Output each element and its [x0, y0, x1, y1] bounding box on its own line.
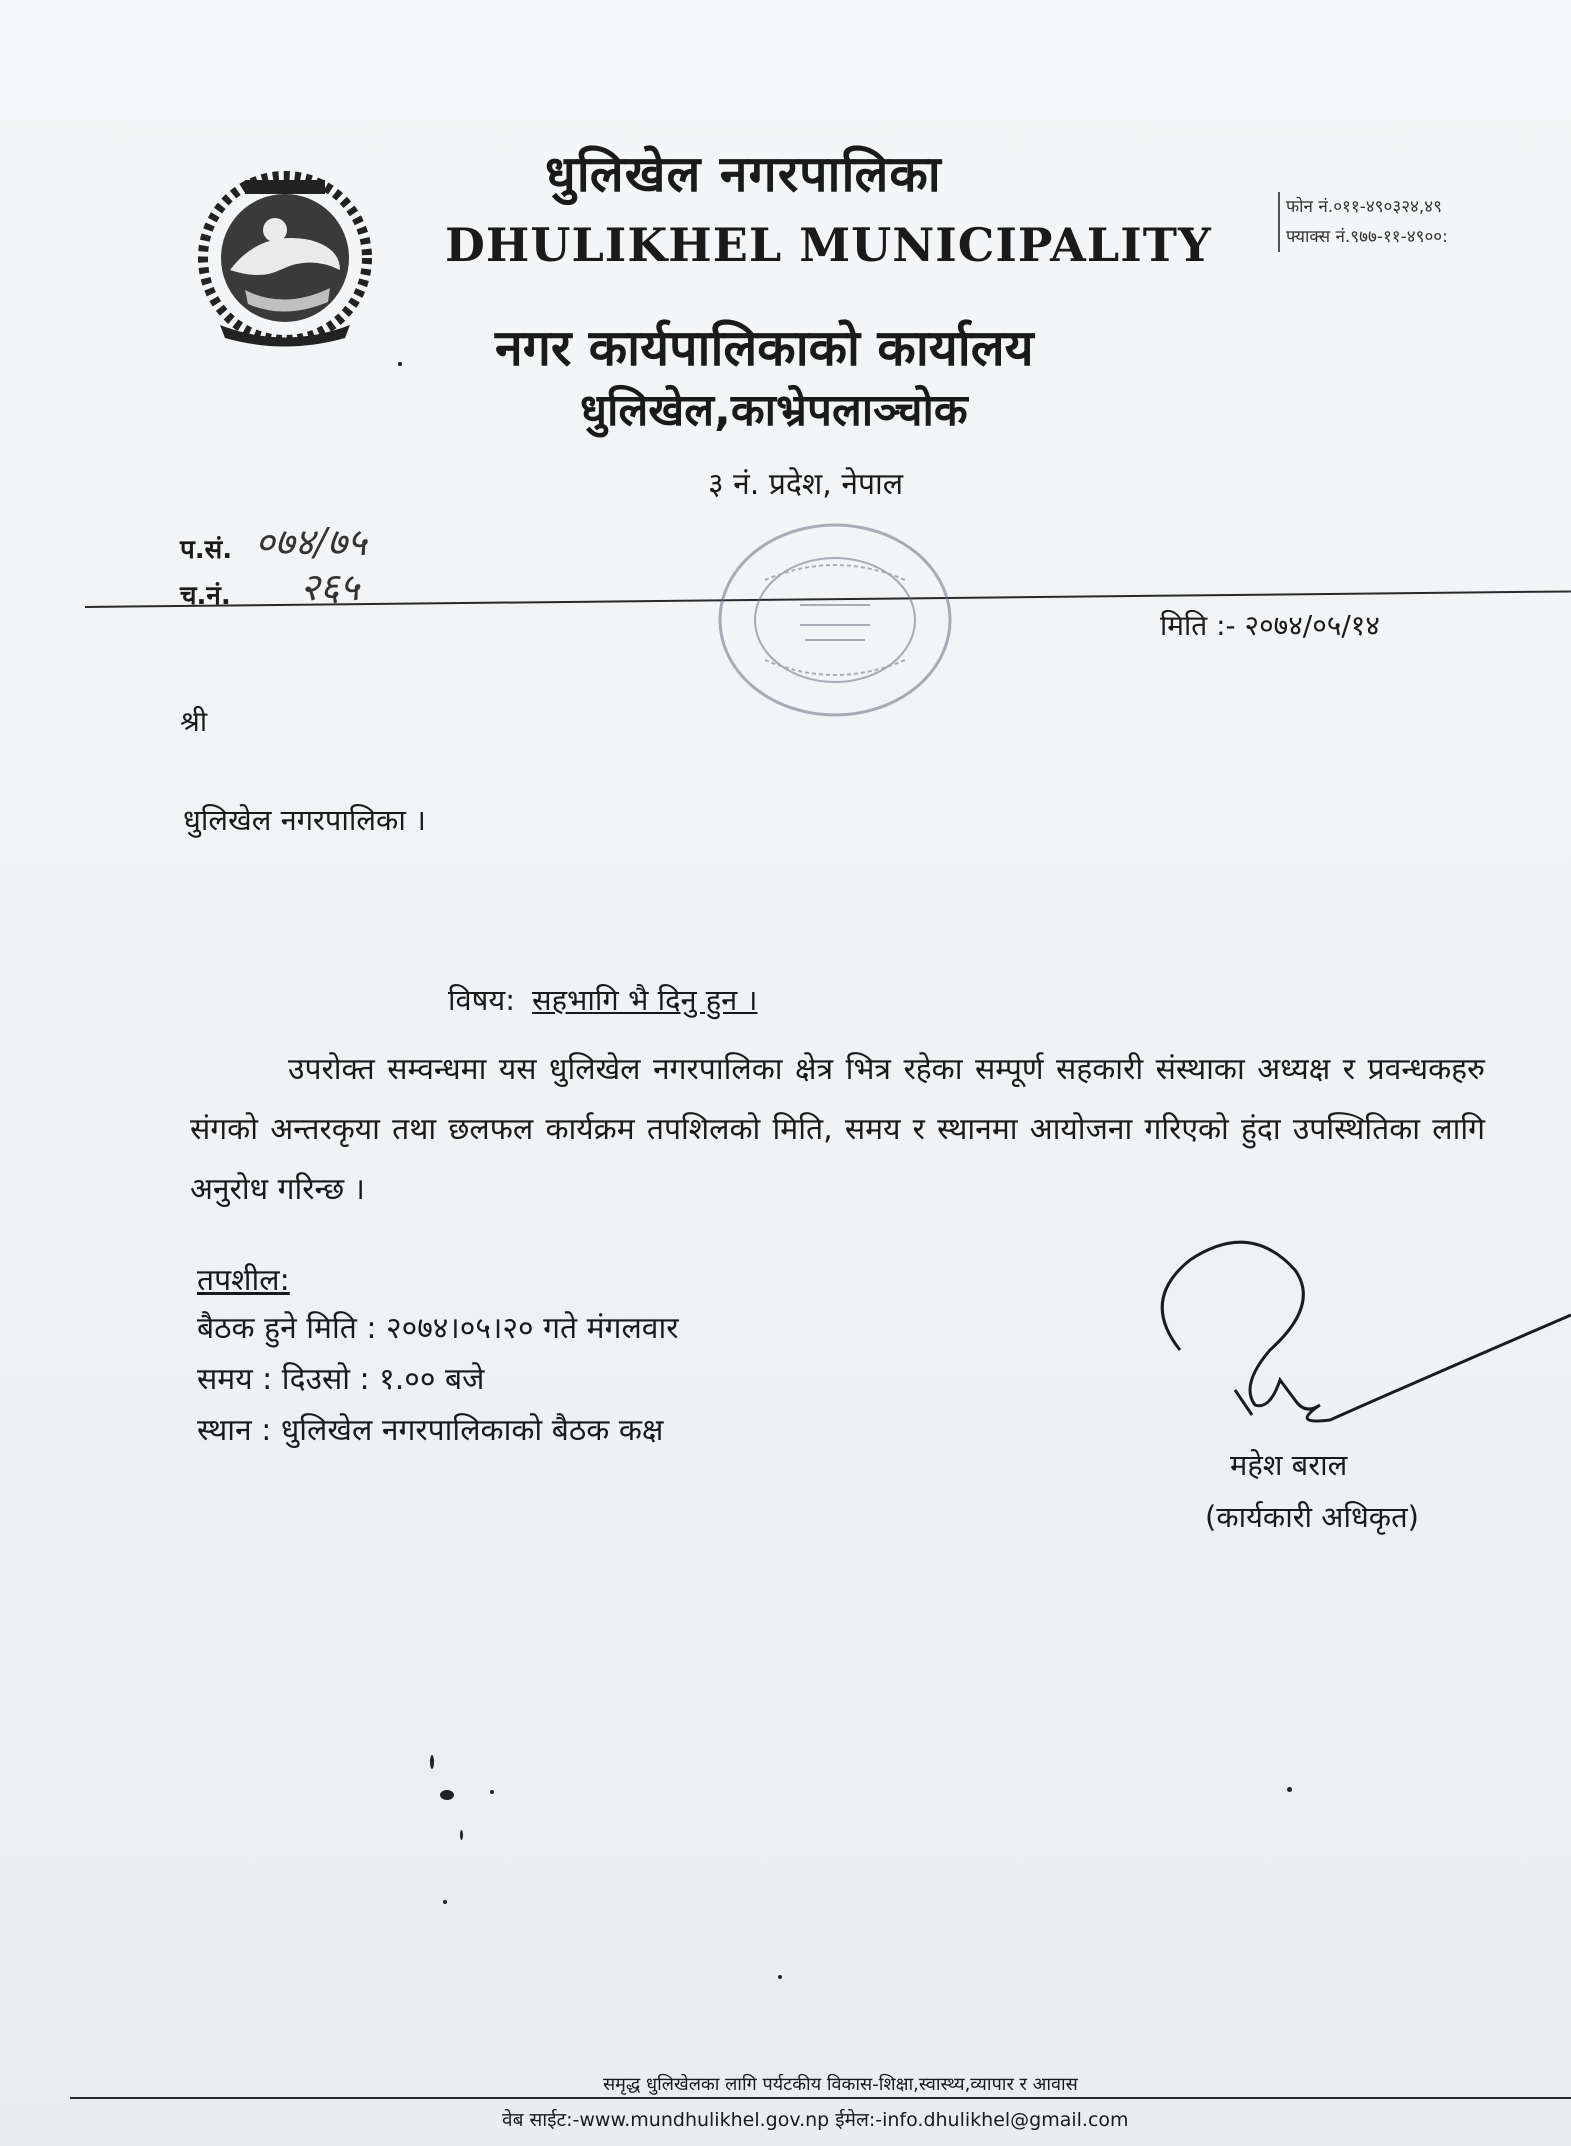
- meeting-time: समय : दिउसो : १.०० बजे: [197, 1362, 485, 1397]
- dispatch-number-label: च.नं.: [180, 581, 231, 611]
- subject-label: विषय:: [448, 983, 515, 1017]
- details-heading: तपशील:: [197, 1263, 290, 1298]
- signature: [1120, 1210, 1571, 1430]
- salutation: श्री: [180, 705, 208, 738]
- letter-number-label: प.सं.: [180, 535, 233, 565]
- signatory-designation: (कार्यकारी अधिकृत): [1205, 1500, 1419, 1534]
- signatory-name: महेश बराल: [1230, 1448, 1348, 1482]
- nepal-emblem-logo: [190, 160, 380, 350]
- province-country: ३ नं. प्रदेश, नेपाल: [708, 467, 904, 502]
- dispatch-number-handwritten: २६५: [300, 565, 360, 609]
- letter-date: मिति :- २०७४/०५/१४: [1160, 609, 1380, 642]
- letter-number-handwritten: ०७४/७५: [255, 520, 367, 564]
- phone-number: फोन नं.०११-४९०३२४,४९: [1286, 197, 1442, 217]
- meeting-date: बैठक हुने मिति : २०७४।०५।२० गते मंगलवार: [197, 1311, 679, 1346]
- contact-info: [1278, 192, 1448, 252]
- office-stamp: [705, 510, 965, 730]
- footer-contact: वेब साईट:-www.mundhulikhel.gov.np ईमेल:-info.dhulikhel@gmail.com: [502, 2109, 1129, 2131]
- fax-number: फ्याक्स नं.९७७-११-४९००:: [1286, 227, 1448, 247]
- office-address: धुलिखेल,काभ्रेपलाञ्चोक: [580, 385, 968, 436]
- body-text: उपरोक्त सम्वन्धमा यस धुलिखेल नगरपालिका क्षेत्र भित्र रहेका सम्पूर्ण सहकारी संस्थाका अध्यक्ष र प्रवन्धकहरु संगको अन्तरकृया तथा छलफल कार्यक्रम तपशिलको मिति, समय र स्थानमा आयोजना गरिएको हुंदा उपस्थितिका लागि अनुरोध गरिन्छ ।: [190, 1052, 1485, 1207]
- footer-tagline: समृद्ध धुलिखेलका लागि पर्यटकीय विकास-शिक्षा,स्वास्थ्य,व्यापार र आवास: [603, 2074, 1078, 2095]
- municipality-name-english: DHULIKHEL MUNICIPALITY: [445, 218, 1212, 272]
- letter-body: [190, 1040, 1485, 1220]
- footer-divider: [70, 2097, 1571, 2099]
- subject-text: सहभागि भै दिनु हुन ।: [532, 983, 758, 1017]
- office-name: नगर कार्यपालिकाको कार्यालय: [495, 319, 1034, 377]
- meeting-venue: स्थान : धुलिखेल नगरपालिकाको बैठक कक्ष: [197, 1413, 664, 1448]
- recipient: धुलिखेल नगरपालिका ।: [183, 803, 427, 837]
- municipality-name-nepali: धुलिखेल नगरपालिका: [545, 145, 942, 203]
